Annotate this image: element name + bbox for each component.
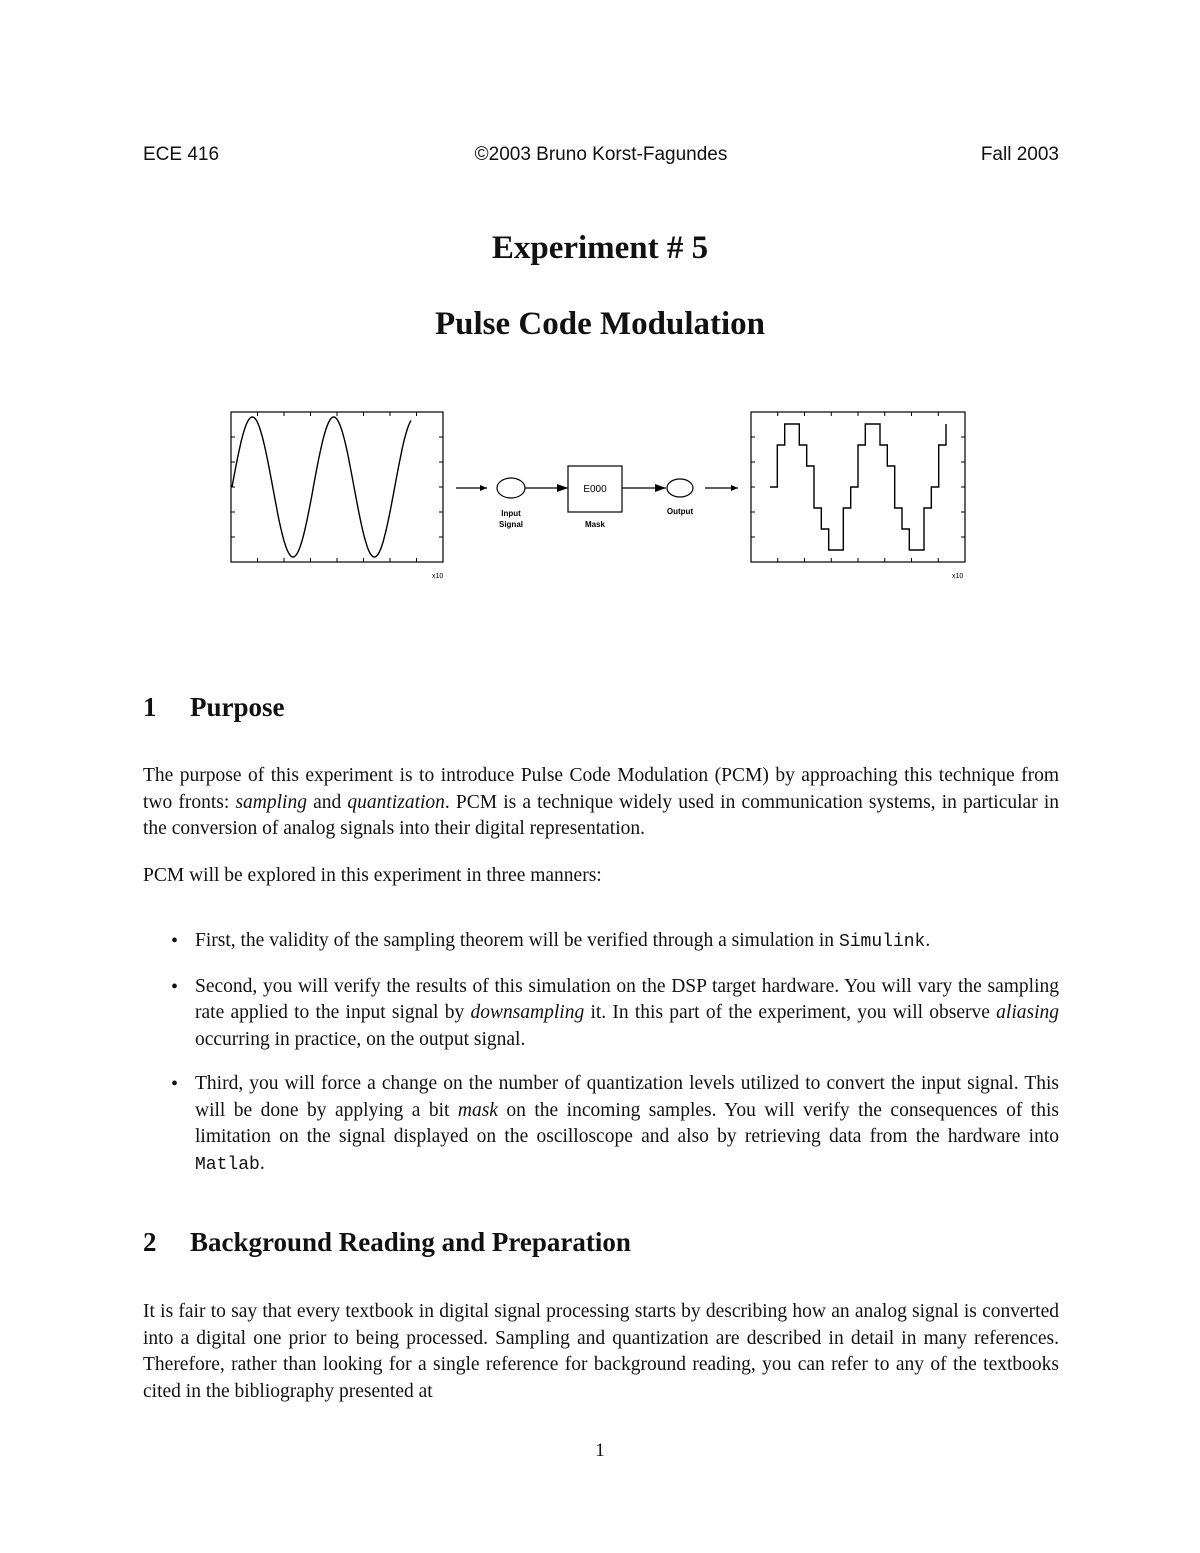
page-header [143,144,1059,170]
experiment-title: Experiment # 5 [491,230,709,266]
term: Fall 2003 [980,144,1059,165]
text-run: it. In this part of the experiment, you will observe [584,1002,997,1023]
arrow-out-head [731,485,738,491]
document-title: Pulse Code Modulation [434,306,766,342]
text-run: Third, you will force a change on the number of quantization levels utilized to convert the input signal. This will be done by applying a bit [195,1073,1059,1121]
text-run: . PCM is a technique widely used in communication systems, in particular in the conversion of analog signals into their digital representation. [143,791,1059,839]
emphasis-downsampling: downsampling [470,1002,585,1023]
emphasis-mask: mask [457,1099,498,1121]
code-simulink: Simulink [838,932,926,952]
mask-block-text: E000 [583,484,607,495]
section-background-heading [143,1227,631,1258]
bullet-item-2 [143,974,1059,1054]
arrow-to-output-head [655,484,666,492]
input-label-line2: Signal [498,520,524,529]
code-matlab: Matlab [195,1154,260,1175]
page-number: 1 [595,1440,605,1461]
pcm-figure [0,400,1200,590]
output-label: Output [666,507,694,516]
input-signal-port [497,478,525,498]
arrow-in-head [480,485,487,491]
text-run: . [925,930,931,951]
output-port [667,479,693,497]
emphasis-sampling: sampling [235,791,307,813]
text-run: First, the validity of the sampling theorem will be verified through a simulation in [195,930,839,951]
section-title: Purpose [190,692,285,722]
text-run: Second, you will verify the results of this simulation on the DSP target hardware. You will vary the sampling rate applied to the input signal by [195,975,1059,1023]
emphasis-quantization: quantization [347,791,445,813]
input-plot-axis-label: x10 [432,573,444,580]
output-plot-axis-label: x10 [952,573,964,580]
purpose-paragraph-2: PCM will be explored in this experiment in three manners: [143,865,602,886]
text-run: The purpose of this experiment is to introduce Pulse Code Modulation (PCM) by approaching this technique from two fronts: [143,765,1059,813]
input-sine-wave [232,417,411,557]
section-number: 1 [143,692,157,722]
quantized-wave [770,424,946,550]
text-run: occurring in practice, on the output signal. [195,1028,526,1050]
input-plot-ticks [231,412,443,562]
bullet-item-3 [143,1071,1059,1178]
input-label-line1: Input [501,509,521,518]
purpose-bullet-list [143,928,1059,1196]
text-run: on the incoming samples. You will verify the consequences of this limitation on the signal displayed on the oscilloscope and also by retrieving data from the hardware into [195,1099,1059,1147]
block-diagram [456,466,738,529]
section-purpose-heading [143,692,285,723]
copyright-notice: ©2003 Bruno Korst-Fagundes [474,144,728,165]
text-run: and [306,791,348,813]
output-plot [751,412,965,580]
section-title: Background Reading and Preparation [190,1227,631,1257]
emphasis-aliasing: aliasing [996,1002,1059,1023]
input-plot [231,412,443,580]
mask-label: Mask [584,520,606,529]
input-plot-frame [231,412,443,562]
bullet-item-1 [143,928,1059,956]
purpose-paragraph-1 [143,763,1059,843]
text-run: . [259,1152,265,1174]
section-number: 2 [143,1227,157,1257]
background-paragraph-1: It is fair to say that every textbook in digital signal processing starts by describing how an analog signal is converted into a digital one prior to being processed. Sampling and quantization are described in detail in many references. Therefore, rather than looking for a single reference for background reading, you can refer to any of the textbooks cited in the bibliography presented at [143,1301,1059,1402]
course-code: ECE 416 [143,144,220,165]
arrow-to-mask-head [557,484,568,492]
